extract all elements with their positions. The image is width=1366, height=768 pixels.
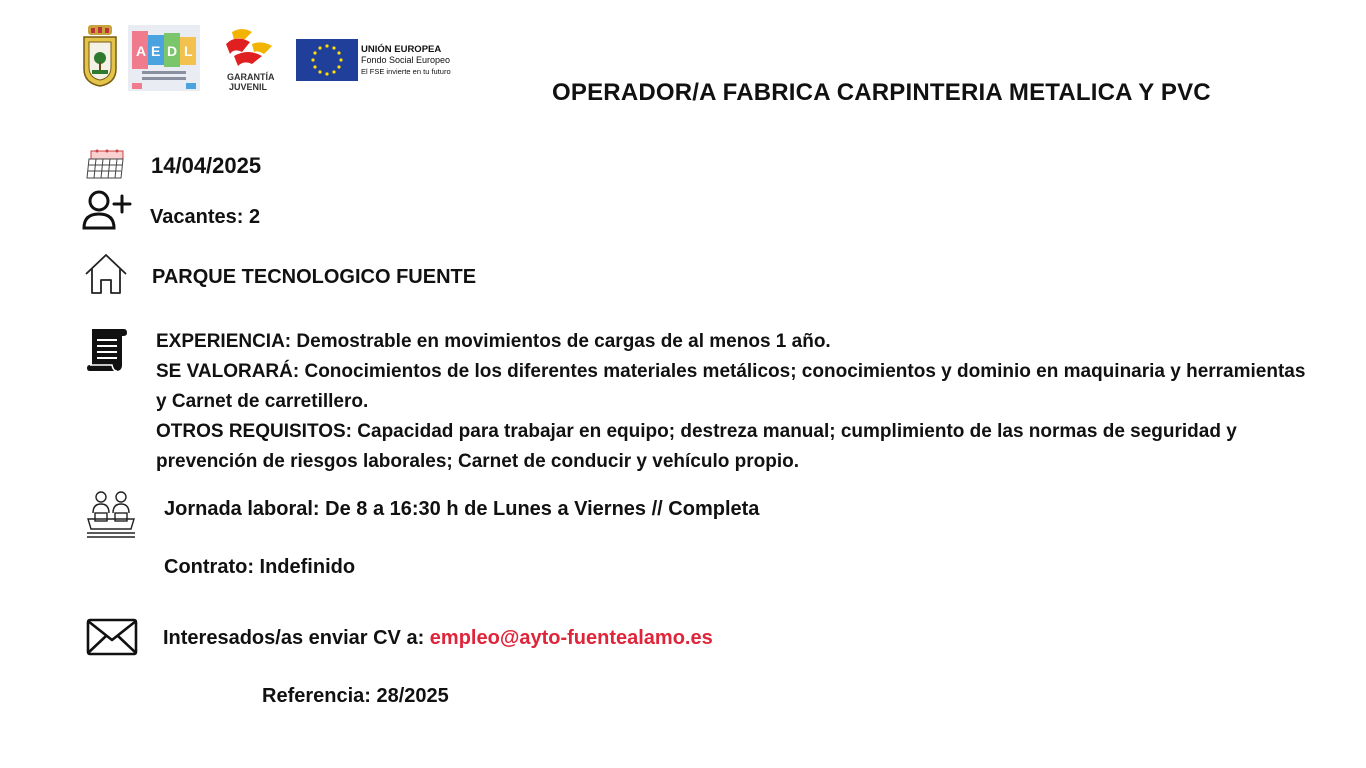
- vacancies: Vacantes: 2: [150, 206, 261, 228]
- aedl-letter-d: D: [167, 43, 178, 59]
- eu-line1: UNIÓN EUROPEA: [361, 44, 442, 55]
- requirement-valued: SE VALORARÁ: Conocimientos de los diferentes materiales metálicos; conocimientos y dominio en maquinaria y herramientas y Carnet de carretillero.: [156, 361, 1306, 412]
- contract: Contrato: Indefinido: [164, 556, 356, 578]
- aedl-logo: [128, 25, 200, 91]
- eu-line3: El FSE invierte en tu futuro: [361, 67, 451, 76]
- requirement-other: OTROS REQUISITOS: Capacidad para trabajar en equipo; destreza manual; cumplimiento de las normas de seguridad y prevención de riesgos laborales; Carnet de conducir y vehículo propio.: [156, 421, 1237, 472]
- meeting-icon: [85, 489, 137, 539]
- location: PARQUE TECNOLOGICO FUENTE: [152, 266, 477, 288]
- eu-flag-logo: [296, 39, 358, 81]
- schedule: Jornada laboral: De 8 a 16:30 h de Lunes a Viernes // Completa: [164, 498, 760, 520]
- aedl-letter-a: A: [136, 43, 147, 59]
- house-icon: [84, 253, 128, 295]
- garantia-line2: JUVENIL: [229, 82, 268, 92]
- reference: Referencia: 28/2025: [262, 685, 449, 707]
- garantia-juvenil-logo: [222, 26, 280, 92]
- requirements: [156, 327, 1306, 477]
- calendar-icon: [86, 148, 126, 180]
- apply-email-link[interactable]: empleo@ayto-fuentealamo.es: [429, 627, 713, 649]
- add-user-icon: [82, 188, 132, 230]
- aedl-letter-e: E: [151, 43, 161, 59]
- apply-line: [163, 626, 713, 650]
- town-crest-logo: [82, 25, 118, 92]
- garantia-line1: GARANTÍA: [227, 72, 275, 82]
- eu-text: [361, 44, 451, 77]
- requirement-experience: EXPERIENCIA: Demostrable en movimientos de cargas de al menos 1 año.: [156, 331, 831, 352]
- page-title: OPERADOR/A FABRICA CARPINTERIA METALICA Y PVC: [552, 79, 1211, 106]
- apply-label: Interesados/as enviar CV a:: [163, 627, 430, 649]
- scroll-icon: [86, 327, 128, 373]
- eu-line2: Fondo Social Europeo: [361, 55, 451, 65]
- offer-date: 14/04/2025: [151, 153, 262, 178]
- envelope-icon: [86, 618, 138, 656]
- aedl-letter-l: L: [184, 43, 193, 59]
